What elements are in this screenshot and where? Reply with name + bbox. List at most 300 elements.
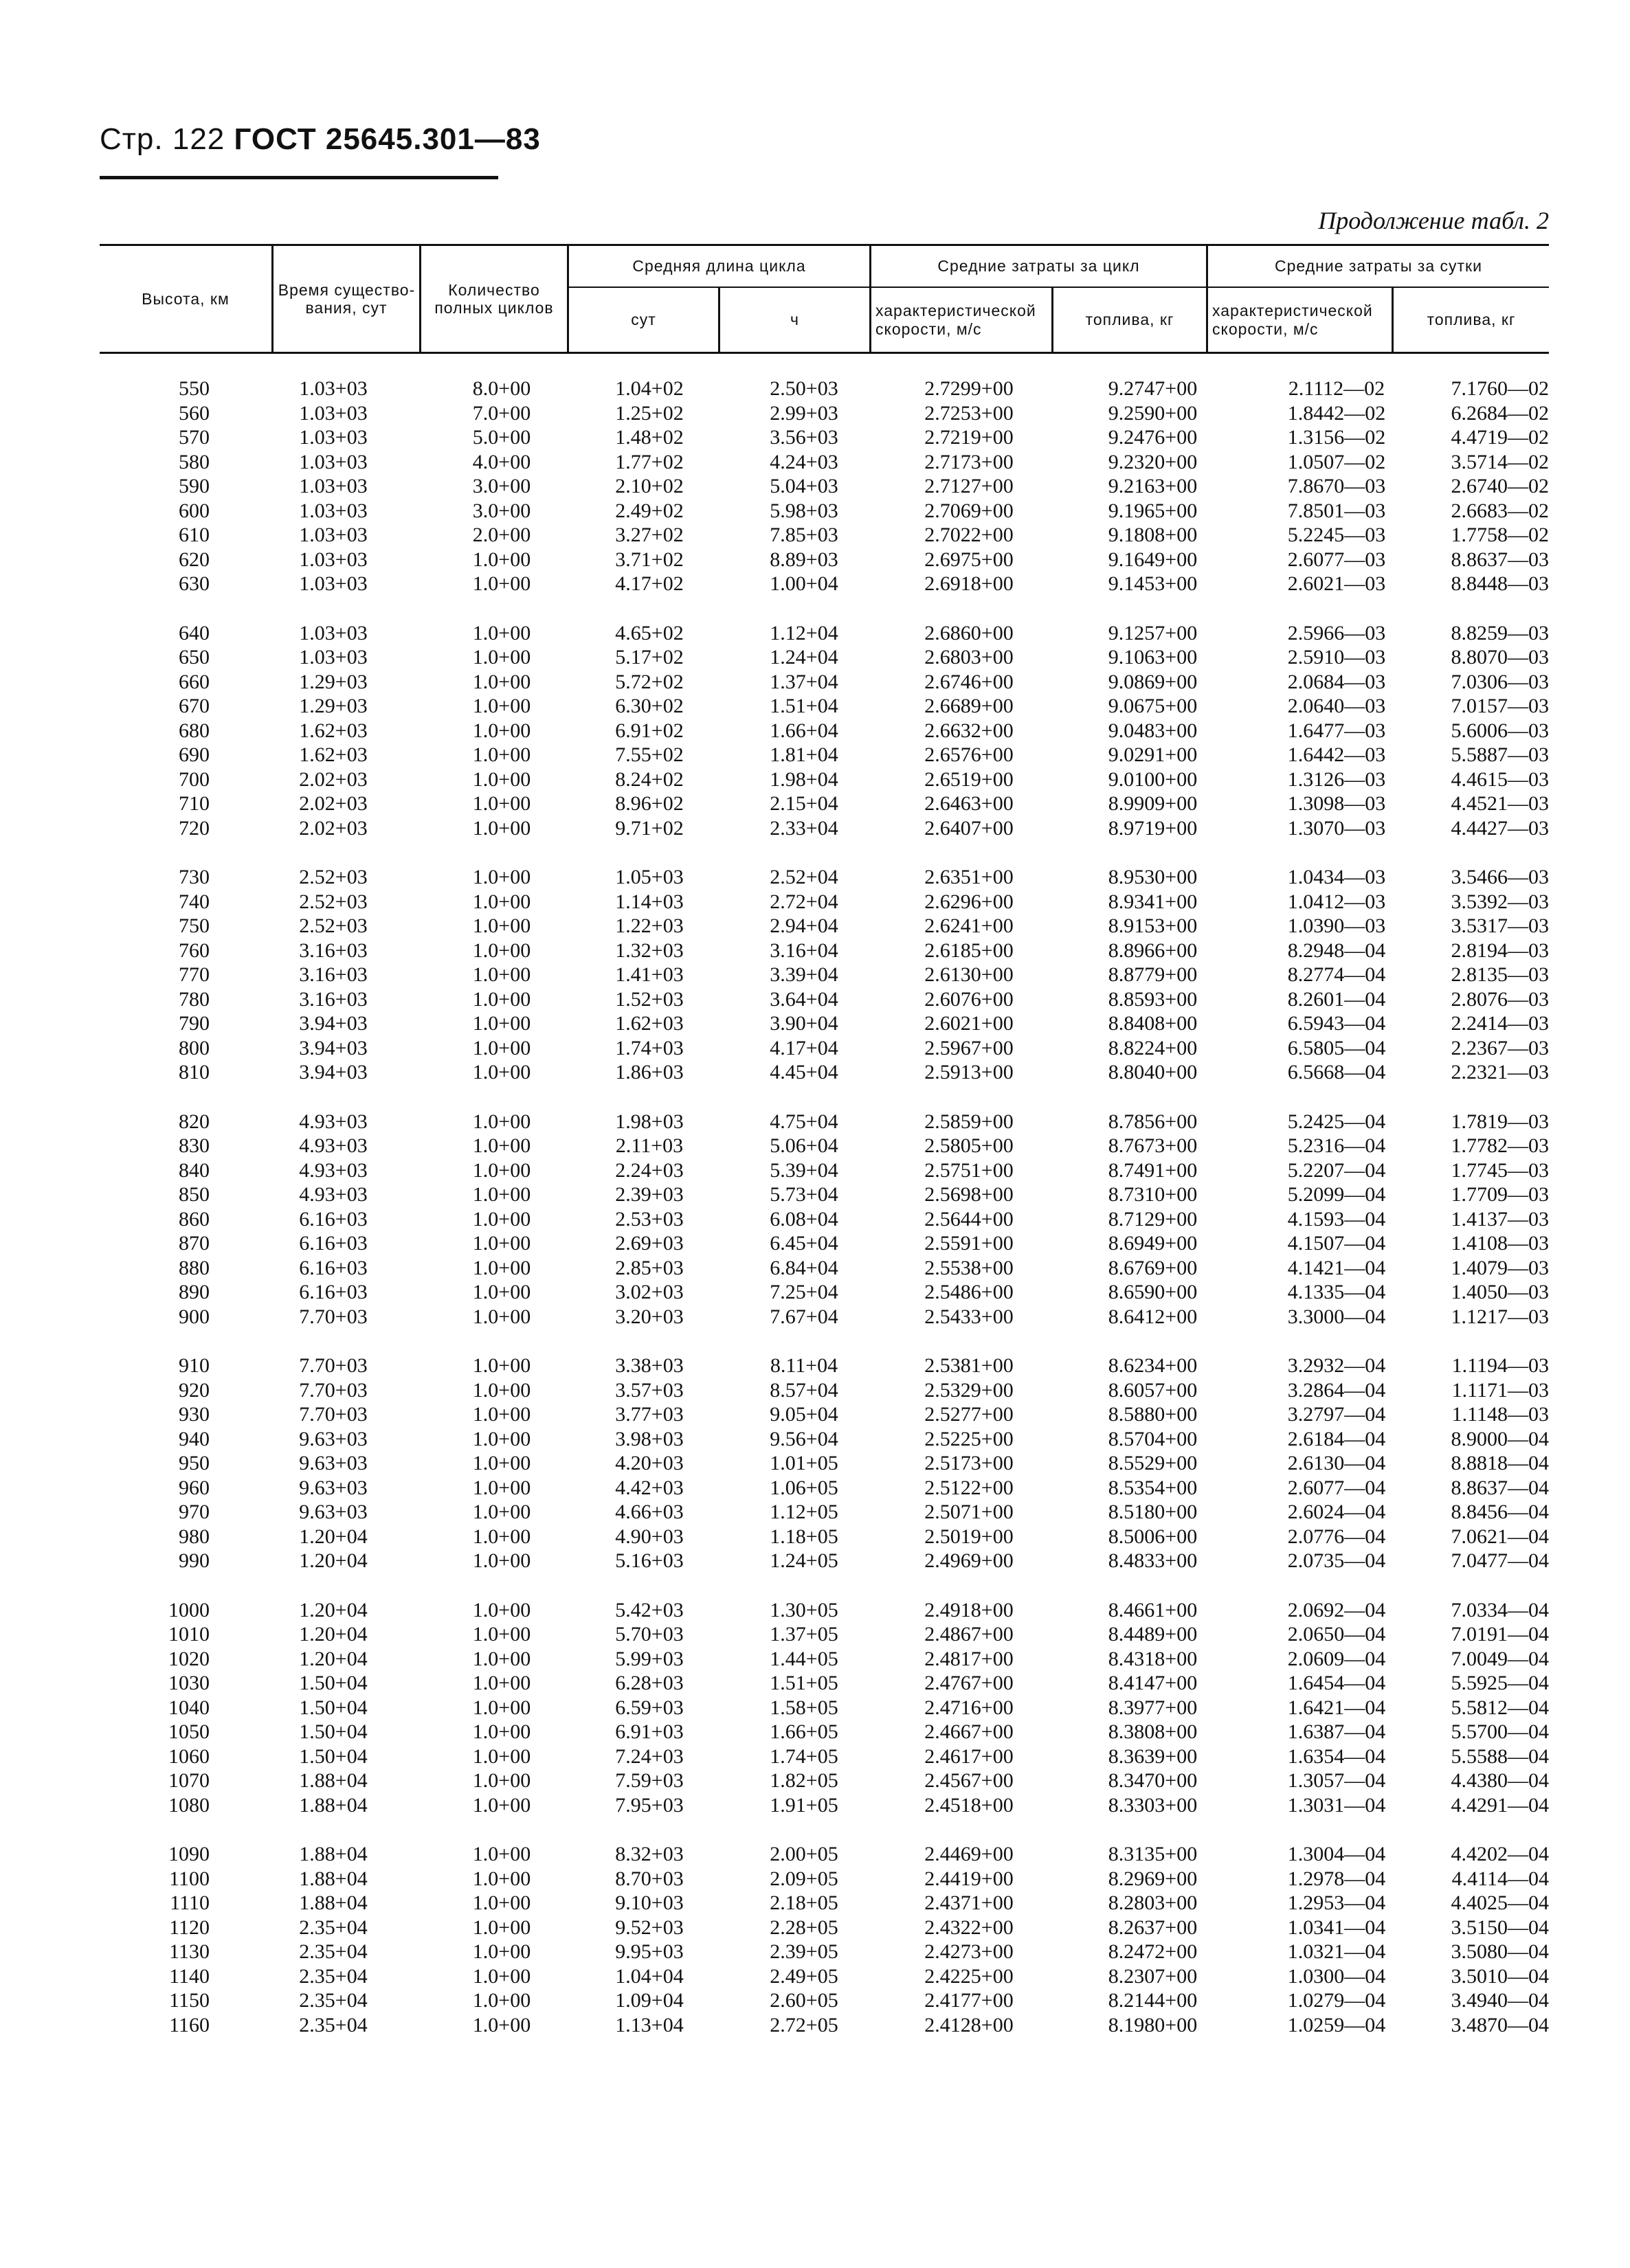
full-cycles-cell: 1.0+00 [472, 1305, 531, 1328]
cycle-velocity-cell: 2.5071+00 [924, 1501, 1014, 1523]
altitude-cell: 970 [179, 1501, 210, 1523]
table-row [100, 1305, 1549, 1329]
cycle-fuel-cell: 9.2163+00 [1108, 475, 1198, 497]
full-cycles-cell: 1.0+00 [472, 1183, 531, 1206]
row-group [100, 621, 1549, 841]
table-row [100, 1891, 1549, 1916]
day-velocity-cell: 3.2797—04 [1287, 1403, 1386, 1426]
full-cycles-cell: 1.0+00 [472, 572, 531, 595]
cycle-hours-cell: 1.74+05 [770, 1744, 838, 1768]
altitude-cell: 730 [179, 866, 210, 888]
altitude-cell: 570 [179, 426, 210, 449]
altitude-cell: 880 [179, 1256, 210, 1279]
cycle-days-cell: 2.49+02 [615, 499, 684, 522]
table-row [100, 1793, 1549, 1818]
cycle-velocity-cell: 2.5913+00 [924, 1061, 1014, 1084]
cycle-days-cell: 1.74+03 [615, 1036, 684, 1059]
altitude-cell: 1100 [169, 1867, 210, 1890]
cycle-days-cell: 2.10+02 [615, 475, 684, 497]
cycle-hours-cell: 4.75+04 [770, 1110, 838, 1133]
cycle-days-cell: 1.04+04 [615, 1964, 684, 1988]
full-cycles-cell: 1.0+00 [472, 1061, 531, 1084]
day-fuel-cell: 3.5714—02 [1451, 450, 1549, 473]
cycle-hours-cell: 2.15+04 [770, 792, 838, 815]
altitude-cell: 620 [179, 548, 210, 571]
cycle-days-cell: 4.17+02 [615, 572, 684, 595]
cycle-hours-cell: 7.85+03 [770, 524, 838, 546]
table-row [100, 987, 1549, 1012]
lifetime-cell: 1.03+03 [299, 401, 368, 425]
cycle-hours-cell: 9.56+04 [770, 1427, 838, 1450]
cycle-days-cell: 1.98+03 [615, 1110, 684, 1133]
cycle-velocity-cell: 2.4322+00 [924, 1916, 1014, 1939]
day-velocity-cell: 4.1593—04 [1287, 1207, 1386, 1231]
day-fuel-cell: 1.7819—03 [1451, 1110, 1549, 1133]
cycle-hours-cell: 2.49+05 [770, 1964, 838, 1988]
lifetime-cell: 1.20+04 [299, 1623, 368, 1646]
col-header-cycle-days: сут [631, 311, 656, 329]
full-cycles-cell: 1.0+00 [472, 719, 531, 742]
cycle-velocity-cell: 2.6351+00 [924, 866, 1014, 888]
day-fuel-cell: 4.4521—03 [1451, 792, 1549, 815]
altitude-cell: 720 [179, 816, 210, 840]
day-velocity-cell: 1.2978—04 [1287, 1867, 1386, 1890]
day-fuel-cell: 1.7758—02 [1451, 524, 1549, 546]
lifetime-cell: 1.03+03 [299, 499, 368, 522]
full-cycles-cell: 1.0+00 [472, 1744, 531, 1768]
day-fuel-cell: 1.7709—03 [1451, 1183, 1549, 1206]
cycle-hours-cell: 1.98+04 [770, 767, 838, 791]
cycle-velocity-cell: 2.6296+00 [924, 890, 1014, 913]
cycle-velocity-cell: 2.5381+00 [924, 1354, 1014, 1377]
cycle-days-cell: 1.52+03 [615, 987, 684, 1011]
table-row [100, 1964, 1549, 1989]
cycle-fuel-cell: 8.9153+00 [1108, 914, 1198, 937]
cycle-hours-cell: 9.05+04 [770, 1403, 838, 1426]
day-velocity-cell: 1.0300—04 [1287, 1964, 1386, 1988]
table-row [100, 1182, 1549, 1207]
altitude-cell: 680 [179, 719, 210, 742]
cycle-velocity-cell: 2.6860+00 [924, 621, 1014, 644]
altitude-cell: 1160 [169, 2013, 210, 2036]
cycle-hours-cell: 2.09+05 [770, 1867, 838, 1890]
table-row [100, 523, 1549, 548]
lifetime-cell: 1.88+04 [299, 1843, 368, 1865]
cycle-hours-cell: 2.28+05 [770, 1916, 838, 1939]
day-velocity-cell: 5.2245—03 [1287, 524, 1386, 546]
altitude-cell: 1000 [168, 1598, 210, 1621]
day-fuel-cell: 1.4137—03 [1451, 1207, 1549, 1231]
day-fuel-cell: 3.5317—03 [1451, 914, 1549, 937]
lifetime-cell: 2.52+03 [299, 890, 368, 913]
day-velocity-cell: 1.3057—04 [1287, 1769, 1386, 1792]
cycle-days-cell: 5.17+02 [615, 646, 684, 669]
cycle-fuel-cell: 8.4318+00 [1108, 1647, 1198, 1670]
cycle-velocity-cell: 2.4969+00 [924, 1549, 1014, 1572]
day-fuel-cell: 8.8818—04 [1451, 1452, 1549, 1474]
cycle-hours-cell: 1.81+04 [770, 743, 838, 766]
table-row [100, 816, 1549, 841]
full-cycles-cell: 1.0+00 [472, 890, 531, 913]
cycle-fuel-cell: 9.2476+00 [1108, 426, 1198, 449]
altitude-cell: 700 [179, 767, 210, 791]
cycle-velocity-cell: 2.7253+00 [924, 401, 1014, 425]
cycle-fuel-cell: 8.5180+00 [1108, 1501, 1198, 1523]
table-row [100, 1549, 1549, 1573]
table-row [100, 1207, 1549, 1232]
day-fuel-cell: 3.4940—04 [1451, 1989, 1549, 2012]
table-row [100, 621, 1549, 646]
full-cycles-cell: 1.0+00 [472, 1110, 531, 1133]
lifetime-cell: 1.88+04 [299, 1867, 368, 1890]
altitude-cell: 940 [179, 1427, 210, 1450]
table-row [100, 1402, 1549, 1427]
table-row [100, 377, 1549, 401]
cycle-fuel-cell: 8.6234+00 [1108, 1354, 1198, 1377]
altitude-cell: 1050 [168, 1720, 210, 1743]
cycle-fuel-cell: 8.6057+00 [1108, 1378, 1198, 1402]
day-velocity-cell: 2.5910—03 [1287, 646, 1386, 669]
cycle-fuel-cell: 8.4147+00 [1108, 1672, 1198, 1694]
day-velocity-cell: 2.0735—04 [1287, 1549, 1386, 1572]
cycle-days-cell: 4.65+02 [615, 621, 684, 644]
cycle-velocity-cell: 2.4817+00 [924, 1647, 1014, 1670]
day-velocity-cell: 1.6454—04 [1287, 1672, 1386, 1694]
lifetime-cell: 2.02+03 [299, 767, 368, 791]
altitude-cell: 580 [179, 450, 210, 473]
cycle-hours-cell: 2.50+03 [770, 377, 838, 400]
cycle-fuel-cell: 8.7491+00 [1108, 1158, 1198, 1182]
cycle-fuel-cell: 8.2307+00 [1108, 1964, 1198, 1988]
cycle-hours-cell: 5.98+03 [770, 499, 838, 522]
day-velocity-cell: 3.2864—04 [1287, 1378, 1386, 1402]
day-velocity-cell: 6.5668—04 [1287, 1061, 1386, 1084]
lifetime-cell: 1.20+04 [299, 1598, 368, 1621]
cycle-fuel-cell: 8.3639+00 [1108, 1744, 1198, 1768]
full-cycles-cell: 1.0+00 [472, 1867, 531, 1890]
table-row [100, 1011, 1549, 1036]
full-cycles-cell: 1.0+00 [472, 1843, 531, 1865]
cycle-fuel-cell: 8.5880+00 [1108, 1403, 1198, 1426]
day-velocity-cell: 1.0279—04 [1287, 1989, 1386, 2012]
cycle-fuel-cell: 8.8779+00 [1108, 963, 1198, 986]
lifetime-cell: 1.20+04 [299, 1647, 368, 1670]
cycle-fuel-cell: 9.2747+00 [1108, 377, 1198, 400]
table-row [100, 1647, 1549, 1672]
cycle-fuel-cell: 8.4489+00 [1108, 1623, 1198, 1646]
full-cycles-cell: 1.0+00 [472, 1598, 531, 1621]
day-fuel-cell: 1.7745—03 [1451, 1158, 1549, 1182]
cycle-velocity-cell: 2.5538+00 [924, 1256, 1014, 1279]
day-fuel-cell: 4.4114—04 [1451, 1867, 1549, 1890]
day-velocity-cell: 1.6477—03 [1287, 719, 1386, 742]
altitude-cell: 670 [179, 695, 210, 717]
lifetime-cell: 6.16+03 [299, 1281, 368, 1303]
cycle-days-cell: 5.16+03 [615, 1549, 684, 1572]
table-body [100, 377, 1549, 2062]
table-row [100, 670, 1549, 695]
day-velocity-cell: 5.2099—04 [1287, 1183, 1386, 1206]
day-fuel-cell: 3.5150—04 [1451, 1916, 1549, 1939]
cycle-velocity-cell: 2.7299+00 [924, 377, 1014, 400]
day-velocity-cell: 3.3000—04 [1287, 1305, 1386, 1328]
full-cycles-cell: 1.0+00 [472, 743, 531, 766]
cycle-fuel-cell: 8.9341+00 [1108, 890, 1198, 913]
cycle-velocity-cell: 2.4518+00 [924, 1793, 1014, 1817]
altitude-cell: 1080 [168, 1793, 210, 1817]
cycle-hours-cell: 3.56+03 [770, 426, 838, 449]
cycle-fuel-cell: 8.3135+00 [1108, 1843, 1198, 1865]
cycle-fuel-cell: 8.4661+00 [1108, 1598, 1198, 1621]
cycle-hours-cell: 1.91+05 [770, 1793, 838, 1817]
day-fuel-cell: 3.5080—04 [1451, 1940, 1549, 1963]
day-velocity-cell: 2.0684—03 [1287, 670, 1386, 693]
day-fuel-cell: 5.5588—04 [1451, 1744, 1549, 1768]
lifetime-cell: 3.16+03 [299, 963, 368, 986]
cycle-hours-cell: 1.00+04 [770, 572, 838, 595]
cycle-velocity-cell: 2.5967+00 [924, 1036, 1014, 1059]
day-fuel-cell: 3.5010—04 [1451, 1964, 1549, 1988]
cycle-hours-cell: 1.66+05 [770, 1720, 838, 1743]
cycle-days-cell: 9.71+02 [615, 816, 684, 840]
full-cycles-cell: 1.0+00 [472, 1427, 531, 1450]
table-row [100, 719, 1549, 743]
altitude-cell: 550 [179, 377, 210, 400]
lifetime-cell: 3.94+03 [299, 1036, 368, 1059]
cycle-days-cell: 5.70+03 [615, 1623, 684, 1646]
cycle-days-cell: 3.98+03 [615, 1427, 684, 1450]
day-velocity-cell: 1.0434—03 [1287, 866, 1386, 888]
day-velocity-cell: 2.0640—03 [1287, 695, 1386, 717]
cycle-days-cell: 3.71+02 [615, 548, 684, 571]
cycle-days-cell: 8.70+03 [615, 1867, 684, 1890]
lifetime-cell: 4.93+03 [299, 1183, 368, 1206]
table-row [100, 1867, 1549, 1891]
day-fuel-cell: 7.0306—03 [1451, 670, 1549, 693]
cycle-velocity-cell: 2.4617+00 [924, 1744, 1014, 1768]
cycle-days-cell: 1.48+02 [615, 426, 684, 449]
day-velocity-cell: 2.1112—02 [1288, 377, 1385, 400]
altitude-cell: 1110 [170, 1891, 210, 1914]
cycle-velocity-cell: 2.6689+00 [924, 695, 1014, 717]
lifetime-cell: 1.62+03 [299, 743, 368, 766]
cycle-hours-cell: 6.84+04 [770, 1256, 838, 1279]
cycle-days-cell: 2.11+03 [615, 1134, 684, 1157]
altitude-cell: 890 [179, 1281, 210, 1303]
col-header-avg-cycle-length: Средняя длина цикла [632, 257, 806, 276]
altitude-cell: 690 [179, 743, 210, 766]
cycle-hours-cell: 2.33+04 [770, 816, 838, 840]
header-bottom-rule [100, 352, 1549, 354]
day-velocity-cell: 1.3004—04 [1287, 1843, 1386, 1865]
full-cycles-cell: 1.0+00 [472, 621, 531, 644]
cycle-fuel-cell: 8.7856+00 [1108, 1110, 1198, 1133]
cycle-hours-cell: 8.11+04 [770, 1354, 838, 1377]
day-velocity-cell: 8.2601—04 [1287, 987, 1386, 1011]
full-cycles-cell: 5.0+00 [472, 426, 531, 449]
cycle-hours-cell: 1.44+05 [770, 1647, 838, 1670]
cycle-velocity-cell: 2.6021+00 [924, 1012, 1014, 1035]
altitude-cell: 850 [179, 1183, 210, 1206]
altitude-cell: 1010 [168, 1623, 210, 1646]
cycle-days-cell: 1.62+03 [615, 1012, 684, 1035]
cycle-days-cell: 6.91+03 [615, 1720, 684, 1743]
full-cycles-cell: 1.0+00 [472, 939, 531, 962]
cycle-fuel-cell: 8.2637+00 [1108, 1916, 1198, 1939]
altitude-cell: 1030 [168, 1672, 210, 1694]
cycle-days-cell: 9.10+03 [615, 1891, 684, 1914]
lifetime-cell: 4.93+03 [299, 1158, 368, 1182]
cycle-days-cell: 4.90+03 [615, 1525, 684, 1548]
cycle-fuel-cell: 9.0100+00 [1108, 767, 1198, 791]
altitude-cell: 790 [179, 1012, 210, 1035]
cycle-velocity-cell: 2.5591+00 [924, 1232, 1014, 1255]
cycle-velocity-cell: 2.6076+00 [924, 987, 1014, 1011]
day-velocity-cell: 1.0390—03 [1287, 914, 1386, 937]
cycle-days-cell: 7.59+03 [615, 1769, 684, 1792]
cycle-velocity-cell: 2.5019+00 [924, 1525, 1014, 1548]
full-cycles-cell: 1.0+00 [472, 1964, 531, 1988]
cycle-velocity-cell: 2.6576+00 [924, 743, 1014, 766]
day-velocity-cell: 1.6421—04 [1287, 1696, 1386, 1719]
altitude-cell: 990 [179, 1549, 210, 1572]
day-fuel-cell: 5.6006—03 [1451, 719, 1549, 742]
header-underline [100, 176, 498, 179]
day-velocity-cell: 4.1421—04 [1287, 1256, 1386, 1279]
day-velocity-cell: 1.6354—04 [1287, 1744, 1386, 1768]
cycle-fuel-cell: 8.4833+00 [1108, 1549, 1198, 1572]
altitude-cell: 1070 [168, 1769, 210, 1792]
table-row [100, 1158, 1549, 1183]
day-fuel-cell: 2.2321—03 [1451, 1061, 1549, 1084]
full-cycles-cell: 1.0+00 [472, 548, 531, 571]
cycle-velocity-cell: 2.7127+00 [924, 475, 1014, 497]
day-fuel-cell: 8.8637—04 [1451, 1476, 1549, 1499]
cycle-fuel-cell: 9.1453+00 [1108, 572, 1198, 595]
full-cycles-cell: 1.0+00 [472, 695, 531, 717]
table-row [100, 694, 1549, 719]
day-velocity-cell: 2.6024—04 [1287, 1501, 1386, 1523]
day-velocity-cell: 7.8670—03 [1287, 475, 1386, 497]
cycle-velocity-cell: 2.4667+00 [924, 1720, 1014, 1743]
cycle-velocity-cell: 2.5225+00 [924, 1427, 1014, 1450]
full-cycles-cell: 1.0+00 [472, 1378, 531, 1402]
full-cycles-cell: 1.0+00 [472, 1012, 531, 1035]
day-fuel-cell: 1.1148—03 [1451, 1403, 1549, 1426]
altitude-cell: 900 [179, 1305, 210, 1328]
full-cycles-cell: 4.0+00 [472, 450, 531, 473]
table-row [100, 1842, 1549, 1867]
cycle-fuel-cell: 8.3470+00 [1108, 1769, 1198, 1792]
full-cycles-cell: 1.0+00 [472, 1989, 531, 2012]
cycle-days-cell: 1.25+02 [615, 401, 684, 425]
cycle-hours-cell: 2.60+05 [770, 1989, 838, 2012]
col-header-day-fuel: топлива, кг [1427, 311, 1516, 329]
day-velocity-cell: 1.3031—04 [1287, 1793, 1386, 1817]
altitude-cell: 650 [179, 646, 210, 669]
full-cycles-cell: 1.0+00 [472, 792, 531, 815]
cycle-velocity-cell: 2.7069+00 [924, 499, 1014, 522]
cycle-hours-cell: 4.24+03 [770, 450, 838, 473]
cycle-days-cell: 3.02+03 [615, 1281, 684, 1303]
cycle-hours-cell: 3.39+04 [770, 963, 838, 986]
table-row [100, 474, 1549, 499]
col-header-cost-per-day: Средние затраты за сутки [1275, 257, 1482, 276]
full-cycles-cell: 1.0+00 [472, 1916, 531, 1939]
day-velocity-cell: 5.2316—04 [1287, 1134, 1386, 1157]
cycle-hours-cell: 4.17+04 [770, 1036, 838, 1059]
full-cycles-cell: 1.0+00 [472, 1207, 531, 1231]
lifetime-cell: 6.16+03 [299, 1207, 368, 1231]
lifetime-cell: 2.52+03 [299, 914, 368, 937]
full-cycles-cell: 1.0+00 [472, 816, 531, 840]
cycle-velocity-cell: 2.6463+00 [924, 792, 1014, 815]
altitude-cell: 1020 [168, 1647, 210, 1670]
day-velocity-cell: 2.0609—04 [1287, 1647, 1386, 1670]
day-velocity-cell: 3.2932—04 [1287, 1354, 1386, 1377]
table-row [100, 1060, 1549, 1085]
cycle-velocity-cell: 2.5805+00 [924, 1134, 1014, 1157]
day-fuel-cell: 7.0477—04 [1451, 1549, 1549, 1572]
altitude-cell: 640 [179, 621, 210, 644]
full-cycles-cell: 1.0+00 [472, 2013, 531, 2036]
full-cycles-cell: 3.0+00 [472, 499, 531, 522]
altitude-cell: 1060 [168, 1744, 210, 1768]
full-cycles-cell: 1.0+00 [472, 1769, 531, 1792]
lifetime-cell: 3.16+03 [299, 987, 368, 1011]
cycle-hours-cell: 1.06+05 [770, 1476, 838, 1499]
day-fuel-cell: 7.0157—03 [1451, 695, 1549, 717]
day-velocity-cell: 2.6021—03 [1287, 572, 1386, 595]
cycle-fuel-cell: 8.5354+00 [1108, 1476, 1198, 1499]
full-cycles-cell: 1.0+00 [472, 914, 531, 937]
day-velocity-cell: 2.0650—04 [1287, 1623, 1386, 1646]
lifetime-cell: 1.29+03 [299, 670, 368, 693]
table-row [100, 1696, 1549, 1720]
lifetime-cell: 1.03+03 [299, 524, 368, 546]
table-row [100, 1940, 1549, 1964]
lifetime-cell: 1.03+03 [299, 450, 368, 473]
cycle-days-cell: 7.24+03 [615, 1744, 684, 1768]
full-cycles-cell: 1.0+00 [472, 1256, 531, 1279]
altitude-cell: 830 [179, 1134, 210, 1157]
altitude-cell: 590 [179, 475, 210, 497]
cycle-fuel-cell: 9.2590+00 [1108, 401, 1198, 425]
cycle-days-cell: 1.05+03 [615, 866, 684, 888]
cycle-hours-cell: 8.89+03 [770, 548, 838, 571]
cycle-hours-cell: 2.72+05 [770, 2013, 838, 2036]
day-velocity-cell: 4.1507—04 [1287, 1232, 1386, 1255]
day-fuel-cell: 6.2684—02 [1451, 401, 1549, 425]
lifetime-cell: 1.20+04 [299, 1549, 368, 1572]
cycle-days-cell: 1.13+04 [615, 2013, 684, 2036]
table-row [100, 1110, 1549, 1134]
cycle-velocity-cell: 2.6632+00 [924, 719, 1014, 742]
lifetime-cell: 3.16+03 [299, 939, 368, 962]
cycle-hours-cell: 7.67+04 [770, 1305, 838, 1328]
cycle-fuel-cell: 8.2969+00 [1108, 1867, 1198, 1890]
cycle-velocity-cell: 2.5122+00 [924, 1476, 1014, 1499]
lifetime-cell: 9.63+03 [299, 1452, 368, 1474]
full-cycles-cell: 1.0+00 [472, 1036, 531, 1059]
col-header-cycle-velocity: характеристической скорости, м/с [875, 302, 1036, 338]
lifetime-cell: 4.93+03 [299, 1110, 368, 1133]
day-fuel-cell: 4.4427—03 [1451, 816, 1549, 840]
lifetime-cell: 6.16+03 [299, 1232, 368, 1255]
day-velocity-cell: 1.6442—03 [1287, 743, 1386, 766]
cycle-fuel-cell: 8.2803+00 [1108, 1891, 1198, 1914]
cycle-velocity-cell: 2.6407+00 [924, 816, 1014, 840]
